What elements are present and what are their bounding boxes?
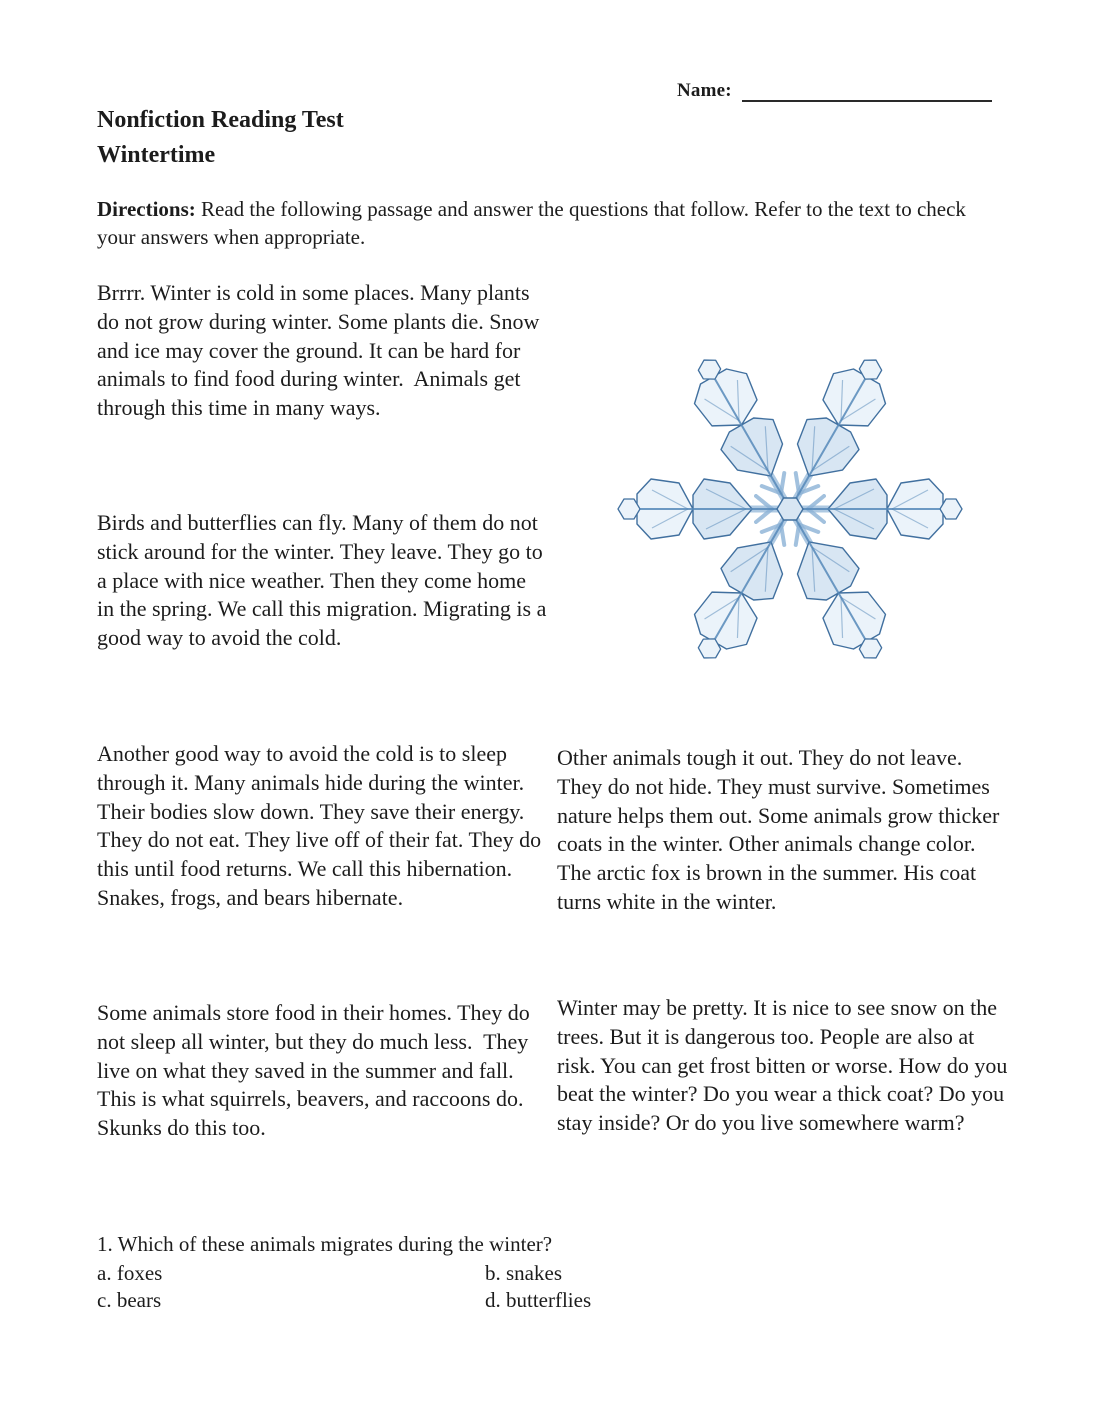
question-1 [97, 1231, 797, 1312]
passage-paragraph-3: Another good way to avoid the cold is to sleep through it. Many animals hide during the winter. Their bodies slow down. They save their energy. They do not eat. They live off of their fat. They do this until food returns. We call this hibernation. Snakes, frogs, and bears hibernate. [97, 741, 547, 910]
passage-paragraph-2: Birds and butterflies can fly. Many of them do not stick around for the winter. They leave. They go to a place with nice weather. Then they come home in the spring. We call this migration. Migrating is a good way to avoid the cold. [97, 510, 552, 651]
option-letter: b. [485, 1261, 501, 1285]
option-text: butterflies [506, 1287, 592, 1312]
option-text: foxes [116, 1261, 163, 1285]
name-input-line[interactable] [742, 82, 992, 102]
directions [97, 196, 992, 251]
question-number: 1. [97, 1232, 113, 1256]
page-title [97, 103, 344, 173]
passage-paragraph-6: Winter may be pretty. It is nice to see snow on the trees. But it is dangerous too. People are also at risk. You can get frost bitten or worse. How do you beat the winter? Do you wear a thick coat? Do you stay inside? Or do you live somewhere warm? [557, 995, 1013, 1136]
option-text: bears [116, 1287, 162, 1312]
title-line-1: Nonfiction Reading Test [97, 107, 344, 133]
answer-option-d[interactable] [485, 1287, 717, 1314]
snowflake-image [606, 348, 974, 670]
passage-paragraph-4: Some animals store food in their homes. They do not sleep all winter, but they do much less. They live on what they saved in the summer and fall. This is what squirrels, beavers, and raccoons do. Skunks do this too. [97, 1000, 536, 1141]
passage-paragraph-1: Brrrr. Winter is cold in some places. Many plants do not grow during winter. Some plants die. Snow and ice may cover the ground. It can be hard for animals to find food during winter. Animals get through this time in many ways. [97, 280, 545, 421]
option-text: snakes [506, 1261, 562, 1285]
question-1-text [97, 1231, 797, 1258]
option-letter: d. [485, 1287, 501, 1312]
option-letter: a. [97, 1261, 112, 1285]
question-text: Which of these animals migrates during the winter? [117, 1232, 553, 1256]
option-letter: c. [97, 1287, 112, 1312]
title-line-2: Wintertime [97, 142, 216, 168]
name-label: Name: [677, 80, 732, 101]
passage-paragraph-5: Other animals tough it out. They do not leave. They do not hide. They must survive. Sometimes nature helps them out. Some animals grow thicker coats in the winter. Other animals change color. The arctic fox is brown in the summer. His coat turns white in the winter. [557, 745, 1005, 914]
answer-options [97, 1260, 717, 1313]
answer-option-b[interactable] [485, 1260, 717, 1287]
answer-option-a[interactable] [97, 1260, 485, 1287]
snowflake-icon [606, 348, 974, 670]
directions-label: Directions: [97, 197, 196, 221]
directions-text: Read the following passage and answer the questions that follow. Refer to the text to check your answers when appropriate. [97, 197, 966, 249]
name-field [677, 80, 992, 102]
answer-option-c[interactable] [97, 1287, 485, 1314]
